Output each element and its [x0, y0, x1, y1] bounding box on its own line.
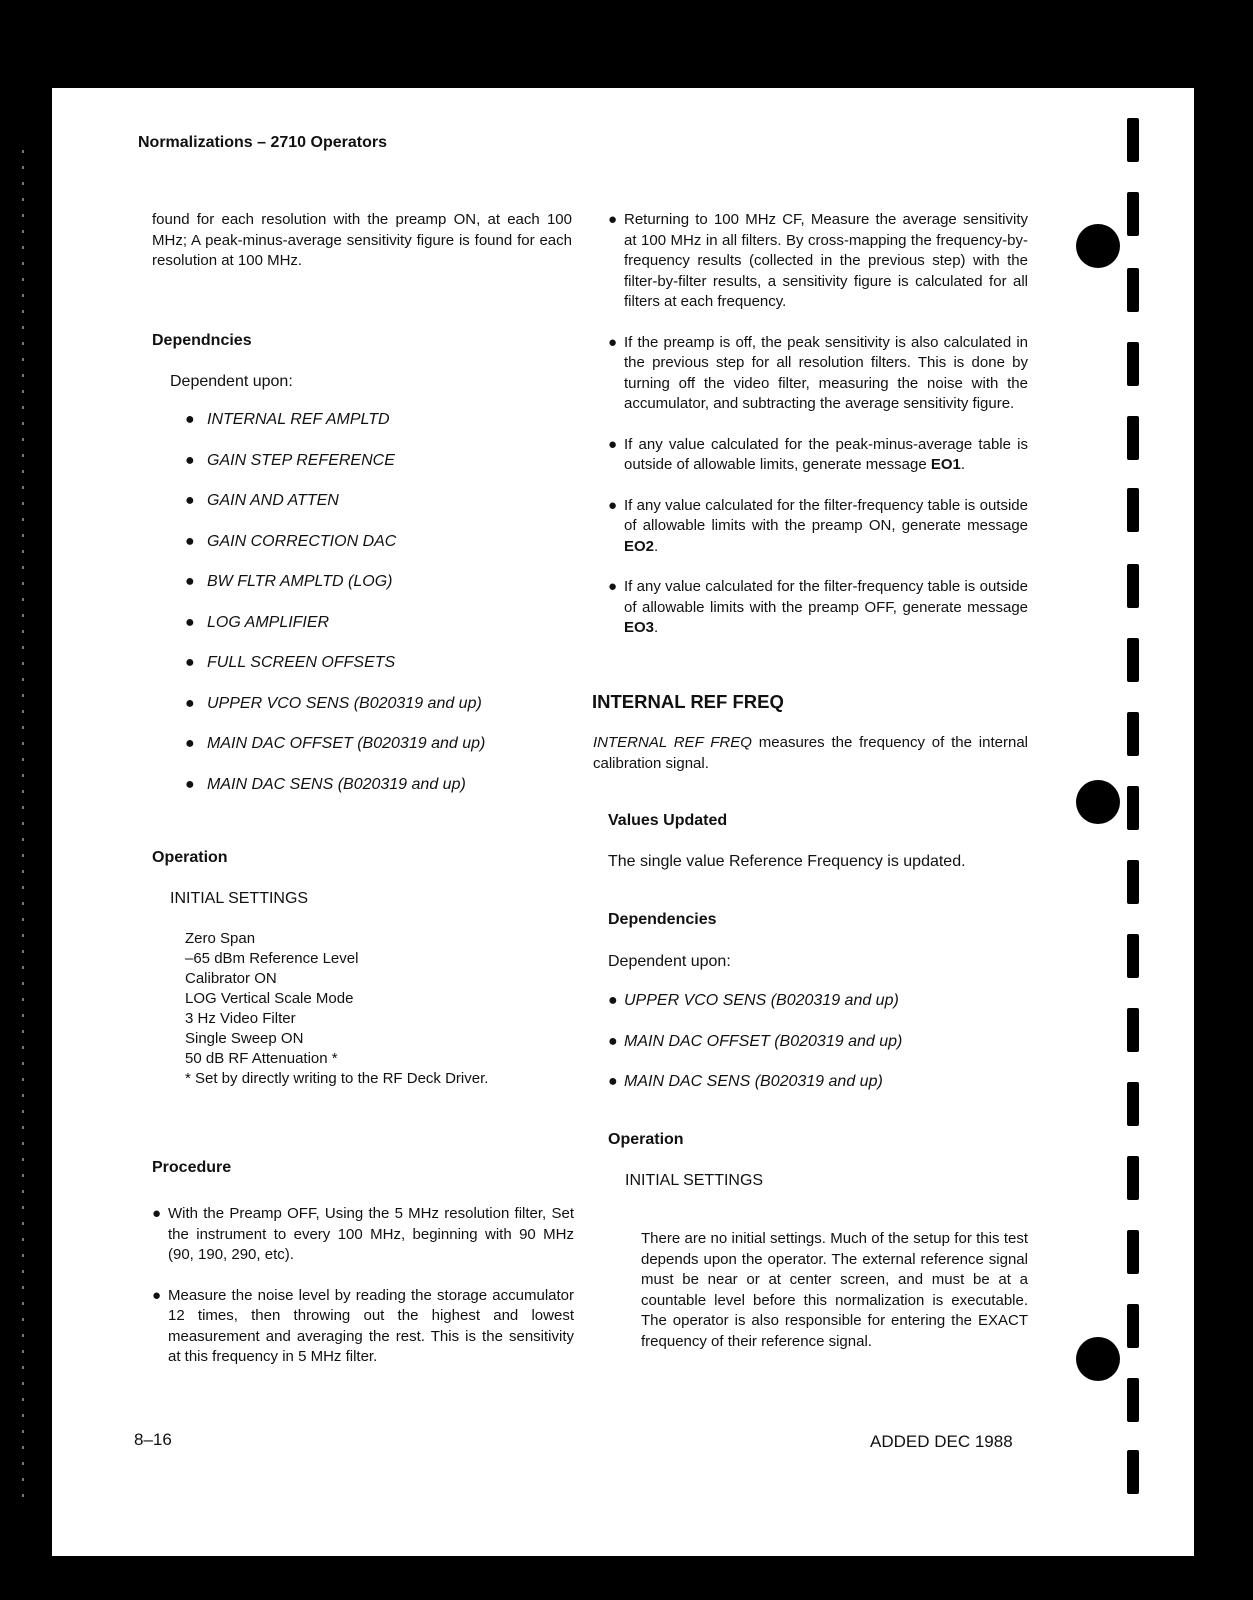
right-dependencies-heading: Dependencies: [608, 911, 717, 928]
setting-line: –65 dBm Reference Level: [185, 950, 359, 967]
list-item: ● MAIN DAC SENS (B020319 and up): [608, 1073, 883, 1090]
section-intro: INTERNAL REF FREQ measures the frequency of the internal calibration signal.: [593, 734, 1029, 772]
edge-tab-mark: [1127, 1230, 1139, 1274]
initial-settings-paragraph: There are no initial settings. Much of the setup for this test depends upon the operator. The external reference signal must be near or at center screen, and must be at a countable level before this normalization is executable. The operator is also responsible for entering the EXACT frequency of their reference signal.: [641, 1230, 1028, 1350]
edge-tab-mark: [1127, 638, 1139, 682]
setting-line: Single Sweep ON: [185, 1030, 304, 1047]
values-updated-text: The single value Reference Frequency is updated.: [608, 853, 966, 870]
right-initial-settings-label: INITIAL SETTINGS: [625, 1172, 764, 1189]
edge-tab-mark: [1127, 1082, 1139, 1126]
edge-tab-mark: [1127, 934, 1139, 978]
settings-list: [185, 929, 565, 1089]
scan-edge-ticks: [22, 150, 24, 1500]
list-item: ● If any value calculated for the filter-frequency table is outside of allowable limits with the preamp ON, generate message EO2.: [608, 496, 1028, 555]
dependencies-heading: Dependncies: [152, 332, 252, 349]
edge-tab-mark: [1127, 342, 1139, 386]
right-dependency-list: [608, 992, 1028, 1114]
edge-tab-mark: [1127, 1008, 1139, 1052]
edge-tab-mark: [1127, 268, 1139, 312]
left-dependency-list: [185, 411, 565, 816]
setting-line: 3 Hz Video Filter: [185, 1010, 296, 1027]
edge-tab-mark: [1127, 1450, 1139, 1494]
list-item: ● Returning to 100 MHz CF, Measure the average sensitivity at 100 MHz in all filters. By cross-mapping the frequency-by-frequency results (collected in the previous step) with the filter-by-filter results, a sensitivity figure is calculated for all filters at each frequency.: [608, 211, 1028, 310]
list-item: ● GAIN CORRECTION DAC: [185, 532, 397, 550]
list-item: ● GAIN AND ATTEN: [185, 492, 339, 509]
setting-line: Zero Span: [185, 930, 256, 947]
edge-tab-mark: [1127, 1156, 1139, 1200]
list-item: ● MAIN DAC SENS (B020319 and up): [185, 775, 466, 793]
list-item: ● INTERNAL REF AMPLTD: [185, 411, 390, 428]
intro-paragraph: found for each resolution with the preamp ON, at each 100 MHz; A peak-minus-average sensitivity figure is found for each resolution at 100 MHz.: [152, 211, 572, 269]
list-item: ● Measure the noise level by reading the storage accumulator 12 times, then throwing out the highest and lowest measurement and averaging the rest. This is the sensitivity at this frequency in 5 MHz filter.: [152, 1286, 574, 1365]
edge-tab-mark: [1127, 1304, 1139, 1348]
right-bullet-list: [608, 210, 1028, 659]
right-operation-heading: Operation: [608, 1131, 684, 1148]
operation-heading: Operation: [152, 849, 228, 866]
edge-tab-mark: [1127, 786, 1139, 830]
list-item: ● UPPER VCO SENS (B020319 and up): [185, 694, 482, 712]
procedure-heading: Procedure: [152, 1159, 232, 1176]
edge-tab-mark: [1127, 416, 1139, 460]
setting-line: LOG Vertical Scale Mode: [185, 990, 354, 1007]
list-item: ● LOG AMPLIFIER: [185, 613, 330, 631]
list-item: ● FULL SCREEN OFFSETS: [185, 654, 396, 671]
binder-hole: [1076, 224, 1120, 268]
binder-hole: [1076, 1337, 1120, 1381]
list-item: ● UPPER VCO SENS (B020319 and up): [608, 992, 899, 1009]
edge-tab-mark: [1127, 564, 1139, 608]
document-page: [52, 88, 1194, 1556]
list-item: ● MAIN DAC OFFSET (B020319 and up): [185, 735, 486, 752]
procedure-list: [152, 1204, 574, 1388]
dependent-upon-label: Dependent upon:: [170, 373, 293, 390]
added-date: ADDED DEC 1988: [870, 1432, 1013, 1451]
setting-line: Calibrator ON: [185, 970, 277, 987]
setting-note: * Set by directly writing to the RF Deck Driver.: [185, 1070, 489, 1087]
setting-line: 50 dB RF Attenuation *: [185, 1050, 338, 1067]
list-item: ● BW FLTR AMPLTD (LOG): [185, 573, 393, 590]
edge-tab-mark: [1127, 488, 1139, 532]
list-item: ● If any value calculated for the filter-frequency table is outside of allowable limits with the preamp OFF, generate message EO3.: [608, 578, 1028, 636]
page-number: 8–16: [134, 1430, 172, 1449]
running-header: Normalizations – 2710 Operators: [138, 134, 387, 151]
right-dependent-upon-label: Dependent upon:: [608, 953, 731, 970]
edge-tab-mark: [1127, 712, 1139, 756]
initial-settings-label: INITIAL SETTINGS: [170, 890, 309, 907]
list-item: ● If the preamp is off, the peak sensitivity is also calculated in the previous step for all resolution filters. This is done by turning off the video filter, measuring the noise with the accumulator, and subtracting the average sensitivity figure.: [608, 333, 1028, 412]
list-item: ● MAIN DAC OFFSET (B020319 and up): [608, 1032, 903, 1050]
edge-tab-mark: [1127, 1378, 1139, 1422]
binder-hole: [1076, 780, 1120, 824]
values-updated-heading: Values Updated: [608, 812, 728, 829]
list-item: ● With the Preamp OFF, Using the 5 MHz resolution filter, Set the instrument to every 100 MHz, beginning with 90 MHz (90, 190, 290, etc).: [152, 1205, 574, 1263]
section-title: INTERNAL REF FREQ: [592, 691, 784, 712]
edge-tab-mark: [1127, 118, 1139, 162]
edge-tab-mark: [1127, 192, 1139, 236]
list-item: ● GAIN STEP REFERENCE: [185, 451, 395, 469]
list-item: ● If any value calculated for the peak-minus-average table is outside of allowable limits, generate message EO1.: [608, 435, 1028, 473]
edge-tab-mark: [1127, 860, 1139, 904]
